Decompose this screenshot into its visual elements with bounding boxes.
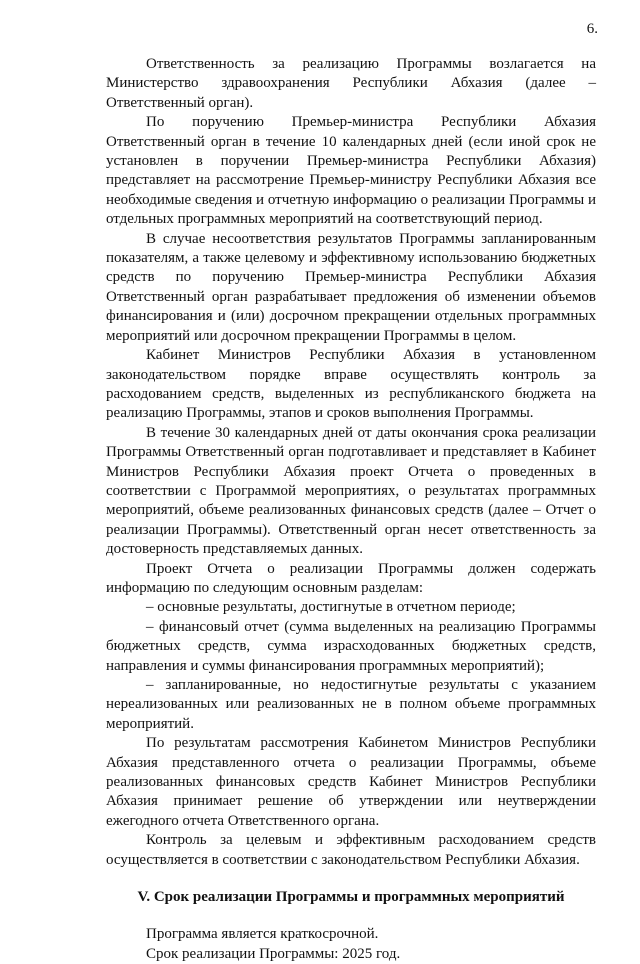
- paragraph-report-deadline: В течение 30 календарных дней от даты окончания срока реализации Программы Ответственный орган подготавливает и представляет в Кабинет Министров Республики Абхазия проект Отчета о проведенных в соответствии с Программой мероприятиях, о результатах программных мероприятий, объеме реализованных финансовых средств (далее – Отчет о реализации Программы). Ответственный орган несет ответственность за достоверность представляемых данных.: [106, 424, 596, 558]
- paragraph-program-type: Программа является краткосрочной.: [146, 926, 379, 943]
- paragraph-nonconformity: В случае несоответствия результатов Программы запланированным показателям, а также целевому и эффективному использованию бюджетных средств по поручению Премьер-министра Республики Абхазия Ответственный орган разрабатывает предложения об изменении объемов финансирования и (или) досрочном прекращении отдельных программных мероприятий или досрочном прекращении Программы в целом.: [106, 230, 596, 344]
- paragraph-cabinet-control: Кабинет Министров Республики Абхазия в установленном законодательством порядке вправе осуществлять контроль за расходованием средств, выделенных из республиканского бюджета на реализацию Программы, этапов и сроков выполнения Программы.: [106, 347, 596, 422]
- paragraph-expenditure-control: Контроль за целевым и эффективным расходованием средств осуществляется в соответствии с законодательством Республики Абхазия.: [106, 832, 596, 868]
- list-item-unachieved-results: – запланированные, но недостигнутые результаты с указанием нереализованных или реализованных не в полном объеме программных мероприятий.: [106, 677, 596, 732]
- paragraph-review-decision: По результатам рассмотрения Кабинетом Министров Республики Абхазия представленного отчета о реализации Программы, объеме реализованных финансовых средств Кабинет Министров Республики Абхазия принимает решение об утверждении или неутверждении ежегодного отчета Ответственного органа.: [106, 735, 596, 829]
- document-body: [106, 55, 596, 964]
- list-item-financial-report: – финансовый отчет (сумма выделенных на реализацию Программы бюджетных средств, сумма израсходованных бюджетных средств, направления и суммы финансирования программных мероприятий);: [106, 618, 596, 674]
- page-number: 6.: [586, 21, 598, 37]
- paragraph-program-term: Срок реализации Программы: 2025 год.: [146, 945, 401, 962]
- paragraph-report-sections-intro: Проект Отчета о реализации Программы должен содержать информацию по следующим основным разделам:: [106, 560, 596, 596]
- list-item-main-results: – основные результаты, достигнутые в отчетном периоде;: [146, 599, 516, 616]
- paragraph-pm-instruction: По поручению Премьер-министра Республики Абхазия Ответственный орган в течение 10 календарных дней (если иной срок не установлен в поручении Премьер-министра Республики Абхазия) представляет на рассмотрение Премьер-министру Республики Абхазия все необходимые сведения и отчетную информацию о реализации Программы и отдельных программных мероприятий на соответствующий период.: [106, 114, 596, 228]
- section-heading: V. Срок реализации Программы и программных мероприятий: [137, 889, 565, 906]
- paragraph-responsibility: Ответственность за реализацию Программы возлагается на Министерство здравоохранения Республики Абхазия (далее – Ответственный орган).: [106, 56, 596, 111]
